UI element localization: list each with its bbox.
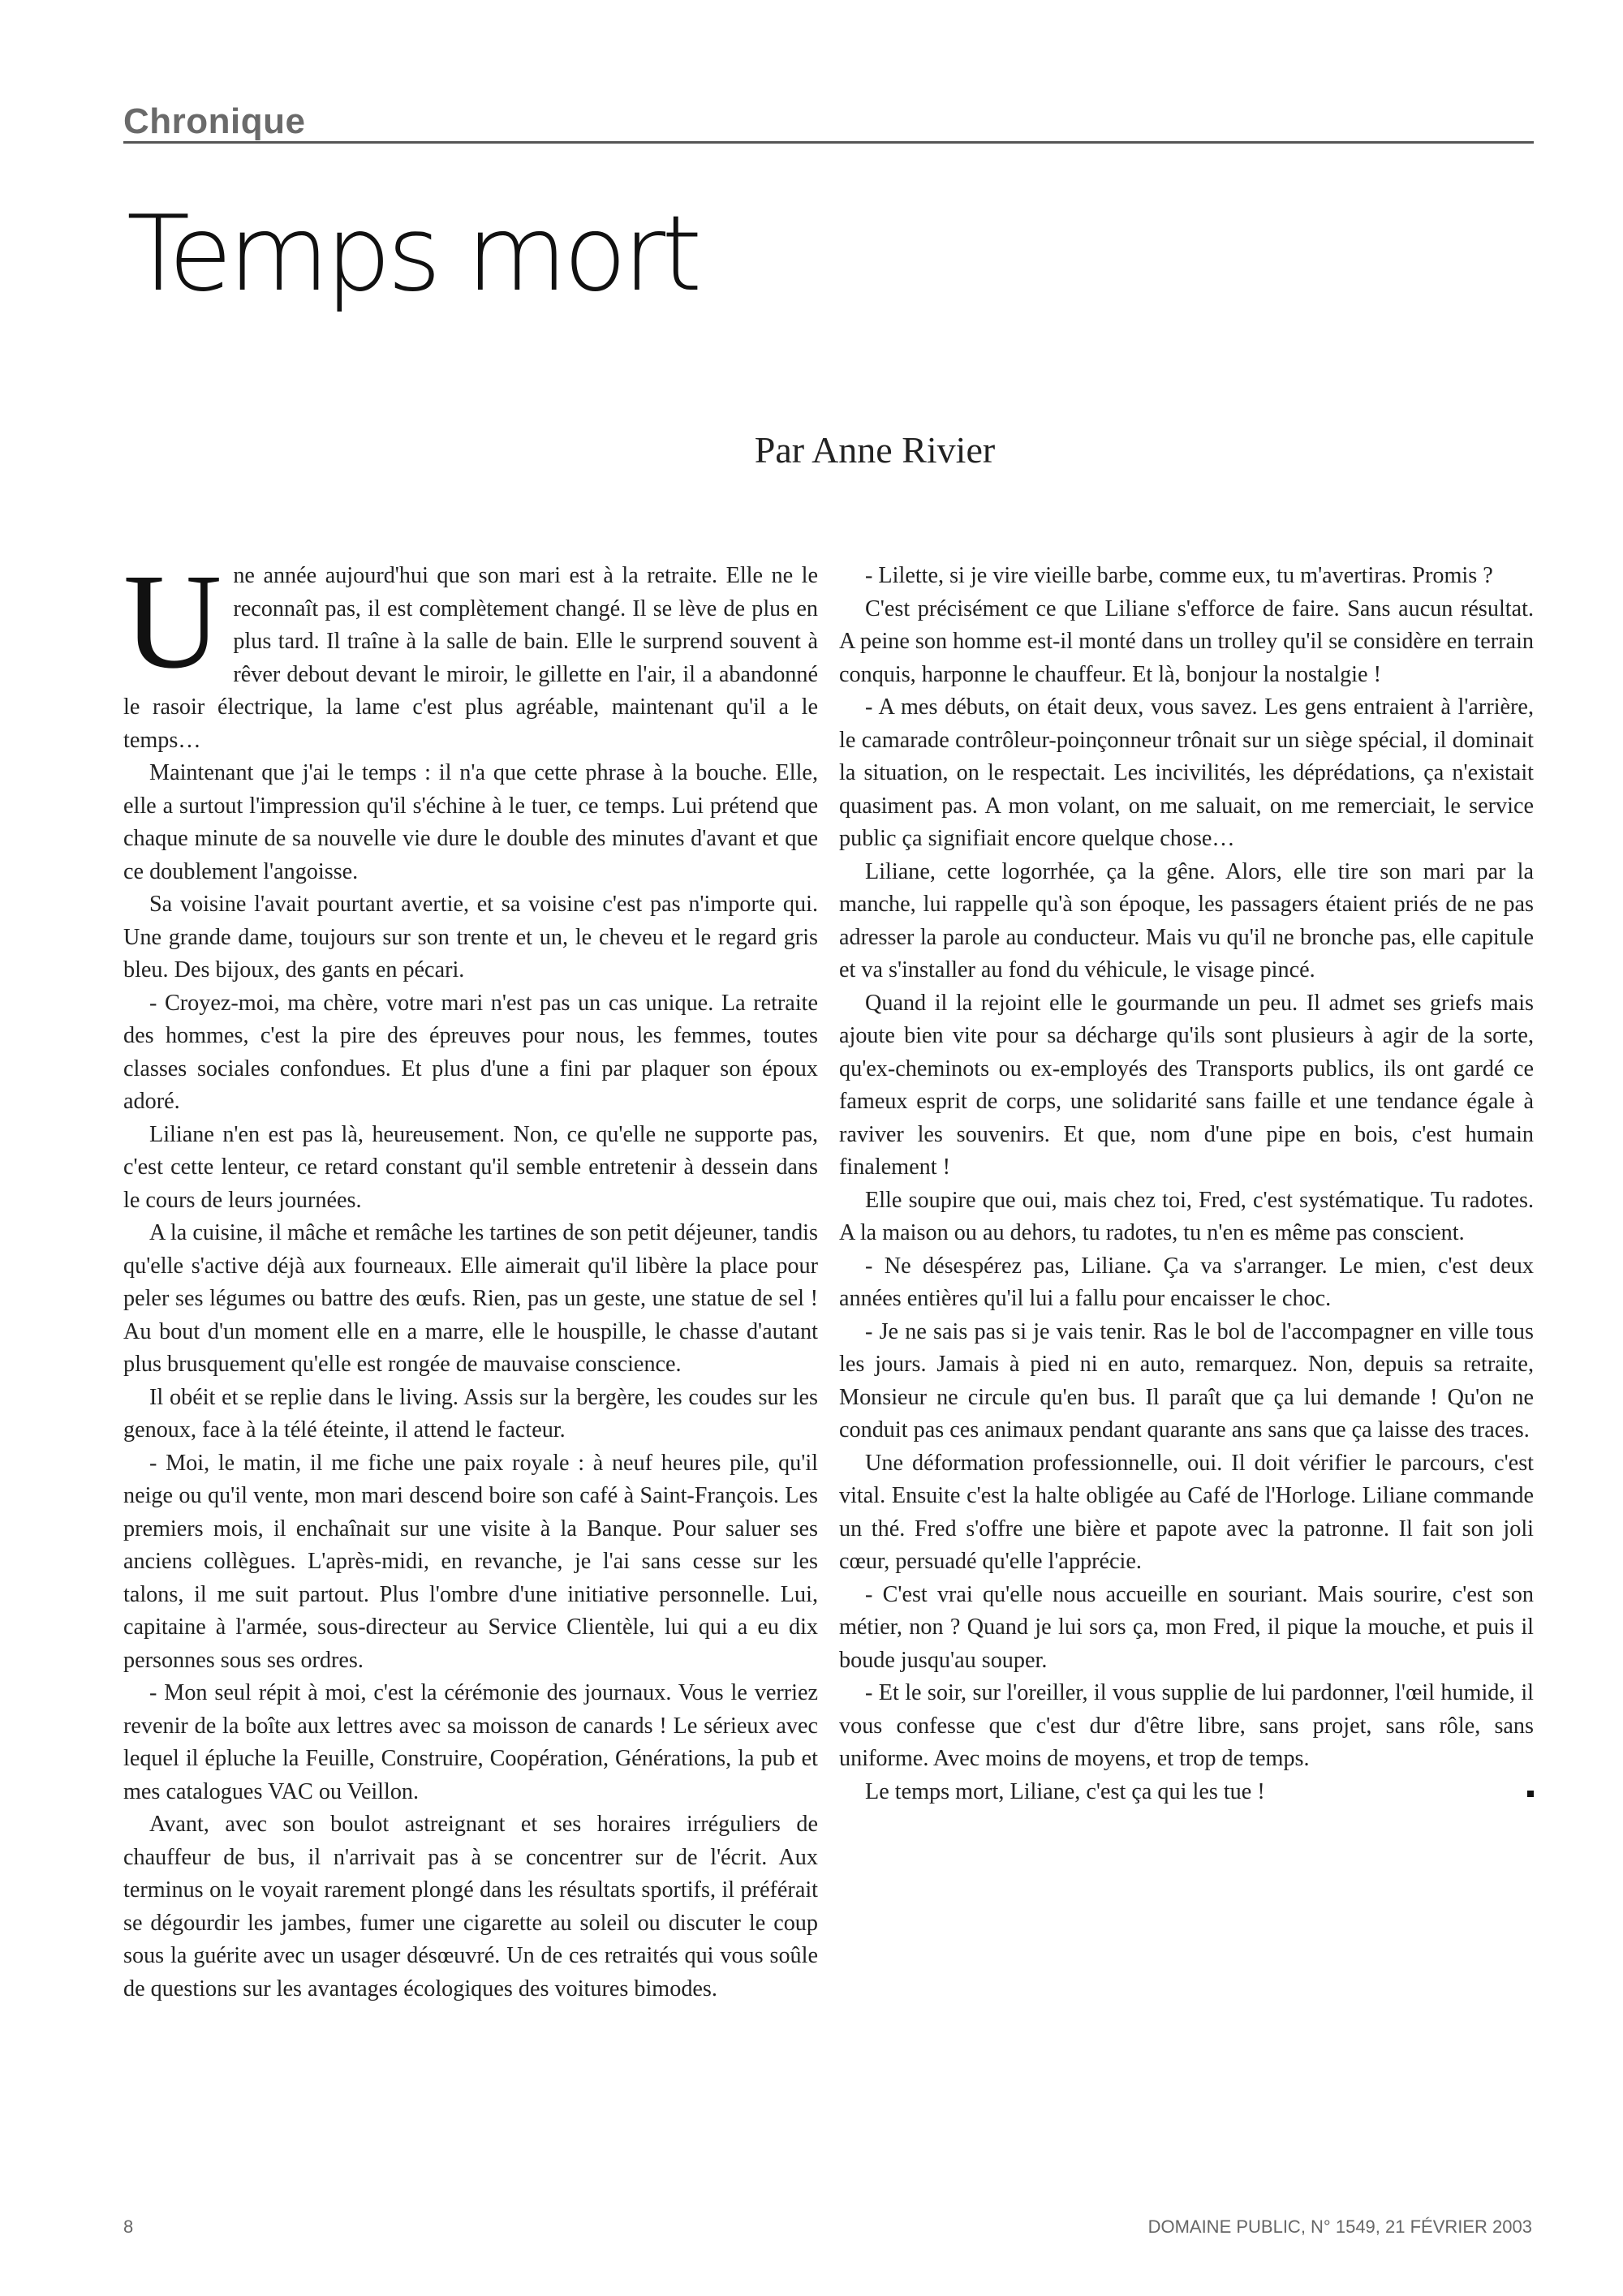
paragraph: A la cuisine, il mâche et remâche les tartines de son petit déjeuner, tandis qu'elle s'active déjà aux fourneaux. Elle aimerait qu'il libère la place pour peler ses légumes ou battre des œufs. Rien, pas un geste, une statue de sel ! Au bout d'un moment elle en a marre, elle le houspille, le chasse d'autant plus brusquement qu'elle est rongée de mauvaise conscience. xyxy=(123,1220,818,1377)
drop-cap: U xyxy=(123,546,222,697)
paragraph: - A mes débuts, on était deux, vous savez. Les gens entraient à l'arrière, le camarade contrôleur-poinçonneur trônait sur un siège spécial, il dominait la situation, on le respectait. Les incivilités, les déprédations, ça n'existait quasiment pas. A mon volant, on me saluait, on me remerciait, le service public ça signifiait encore quelque chose… xyxy=(839,694,1534,851)
article-column-right xyxy=(839,560,1534,1808)
paragraph: - Lilette, si je vire vieille barbe, comme eux, tu m'avertiras. Promis ? xyxy=(865,563,1493,588)
paragraph: - Et le soir, sur l'oreiller, il vous supplie de lui pardonner, l'œil humide, il vous confesse que c'est dur d'être libre, sans projet, sans rôle, sans uniforme. Avec moins de moyens, et trop de temps. xyxy=(839,1680,1534,1771)
paragraph: Elle soupire que oui, mais chez toi, Fred, c'est systématique. Tu radotes. A la maison ou au dehors, tu radotes, tu n'en es même pas conscient. xyxy=(839,1187,1534,1245)
article-column-left xyxy=(123,546,818,2006)
byline: Par Anne Rivier xyxy=(754,429,996,471)
page-number: 8 xyxy=(123,2216,134,2237)
paragraph: Il obéit et se replie dans le living. Assis sur la bergère, les coudes sur les genoux, face à la télé éteinte, il attend le facteur. xyxy=(123,1384,818,1443)
paragraph: Une déformation professionnelle, oui. Il doit vérifier le parcours, c'est vital. Ensuite c'est la halte obligée au Café de l'Horloge. Liliane commande un thé. Fred s'offre une bière et papote avec la patronne. Il fait son joli cœur, persuadé qu'elle l'apprécie. xyxy=(839,1450,1534,1574)
paragraph-text: Le temps mort, Liliane, c'est ça qui les tue ! xyxy=(865,1778,1265,1804)
article-title: Temps mort xyxy=(127,194,699,315)
paragraph: Avant, avec son boulot astreignant et ses horaires irréguliers de chauffeur de bus, il n'arrivait pas à se concentrer sur de l'écrit. Aux terminus on le voyait rarement plongé dans les résultats sportifs, il préférait se dégourdir les jambes, fumer une cigarette au soleil ou discuter le coup sous la guérite avec un usager désœuvré. Un de ces retraités qui vous soûle de questions sur les avantages écologiques des voitures bimodes. xyxy=(123,1812,818,2001)
section-label: Chronique xyxy=(123,101,306,141)
paragraph: - Moi, le matin, il me fiche une paix royale : à neuf heures pile, qu'il neige ou qu'il vente, mon mari descend boire son café à Saint-François. Les premiers mois, il enchaînait sur une visite à la Banque. Pour saluer ses anciens collègues. L'après-midi, en revanche, je l'ai sans cesse sur les talons, il me suit partout. Plus l'ombre d'une initiative personnelle. Lui, capitaine à l'armée, sous-directeur au Service Clientèle, lui qui a eu dix personnes sous ses ordres. xyxy=(123,1450,818,1673)
last-paragraph xyxy=(839,1776,1534,1809)
paragraph: Sa voisine l'avait pourtant avertie, et sa voisine c'est pas n'importe qui. Une grande dame, toujours sur son trente et un, le cheveu et le regard gris bleu. Des bijoux, des gants en pécari. xyxy=(123,892,818,982)
paragraph: - Ne désespérez pas, Liliane. Ça va s'arranger. Le mien, c'est deux années entières qu'il lui a fallu pour encaisser le choc. xyxy=(839,1253,1534,1311)
paragraph xyxy=(123,546,818,757)
paragraph: - Je ne sais pas si je vais tenir. Ras le bol de l'accompagner en ville tous les jours. Jamais à pied ni en auto, remarquez. Non, depuis sa retraite, Monsieur ne circule qu'en bus. Il paraît que ça lui demande ! Qu'on ne conduit pas ces animaux pendant quarante ans sans que ça laisse des traces. xyxy=(839,1318,1534,1443)
paragraph: - C'est vrai qu'elle nous accueille en souriant. Mais sourire, c'est son métier, non ? Quand je lui sors ça, mon Fred, il pique la mouche, et puis il boude jusqu'au souper. xyxy=(839,1581,1534,1673)
paragraph-text: ne année aujourd'hui que son mari est à la retraite. Elle ne le reconnaît pas, il est complètement changé. Il se lève de plus en plus tard. Il traîne à la salle de bain. Elle le surprend souvent à rêver debout devant le miroir, le gillette en l'air, il a abandonné le rasoir électrique, la lame c'est plus agréable, maintenant qu'il a le temps… xyxy=(123,563,818,753)
end-of-article-mark xyxy=(1527,1791,1534,1797)
paragraph: - Mon seul répit à moi, c'est la cérémonie des journaux. Vous le verriez revenir de la boîte aux lettres avec sa moisson de canards ! Le sérieux avec lequel il épluche la Feuille, Construire, Coopération, Générations, la pub et mes catalogues VAC ou Veillon. xyxy=(123,1680,818,1804)
paragraph: Quand il la rejoint elle le gourmande un peu. Il admet ses griefs mais ajoute bien vite pour sa décharge qu'ils sont plusieurs à agir de la sorte, qu'ex-cheminots ou ex-employés des Transports publics, ils ont gardé ce fameux esprit de corps, une solidarité sans faille et une tendance égale à raviver les souvenirs. Et que, nom d'une pipe en bois, c'est humain finalement ! xyxy=(839,990,1534,1180)
paragraph: Maintenant que j'ai le temps : il n'a que cette phrase à la bouche. Elle, elle a surtout l'impression qu'il s'échine à le tuer, ce temps. Lui prétend que chaque minute de sa nouvelle vie dure le double des minutes d'avant et que ce doublement l'angoisse. xyxy=(123,760,818,884)
paragraph: - Croyez-moi, ma chère, votre mari n'est pas un cas unique. La retraite des hommes, c'est la pire des épreuves pour nous, les femmes, toutes classes sociales confondues. Et plus d'une a fini par plaquer son époux adoré. xyxy=(123,990,818,1114)
paragraph: Liliane, cette logorrhée, ça la gêne. Alors, elle tire son mari par la manche, lui rappelle qu'à son époque, les passagers étaient priés de ne pas adresser la parole au conducteur. Mais vu qu'il ne bronche pas, elle capitule et va s'installer au fond du véhicule, le visage pincé. xyxy=(839,858,1534,982)
paragraph: Liliane n'en est pas là, heureusement. Non, ce qu'elle ne supporte pas, c'est cette lenteur, ce retard constant qu'il semble entretenir à dessein dans le cours de leurs journées. xyxy=(123,1121,818,1213)
publication-info: DOMAINE PUBLIC, N° 1549, 21 FÉVRIER 2003 xyxy=(1147,2216,1532,2237)
paragraph: C'est précisément ce que Liliane s'efforce de faire. Sans aucun résultat. A peine son homme est-il monté dans un trolley qu'il se considère en terrain conquis, harponne le chauffeur. Et là, bonjour la nostalgie ! xyxy=(839,595,1534,687)
header-rule xyxy=(123,141,1534,144)
